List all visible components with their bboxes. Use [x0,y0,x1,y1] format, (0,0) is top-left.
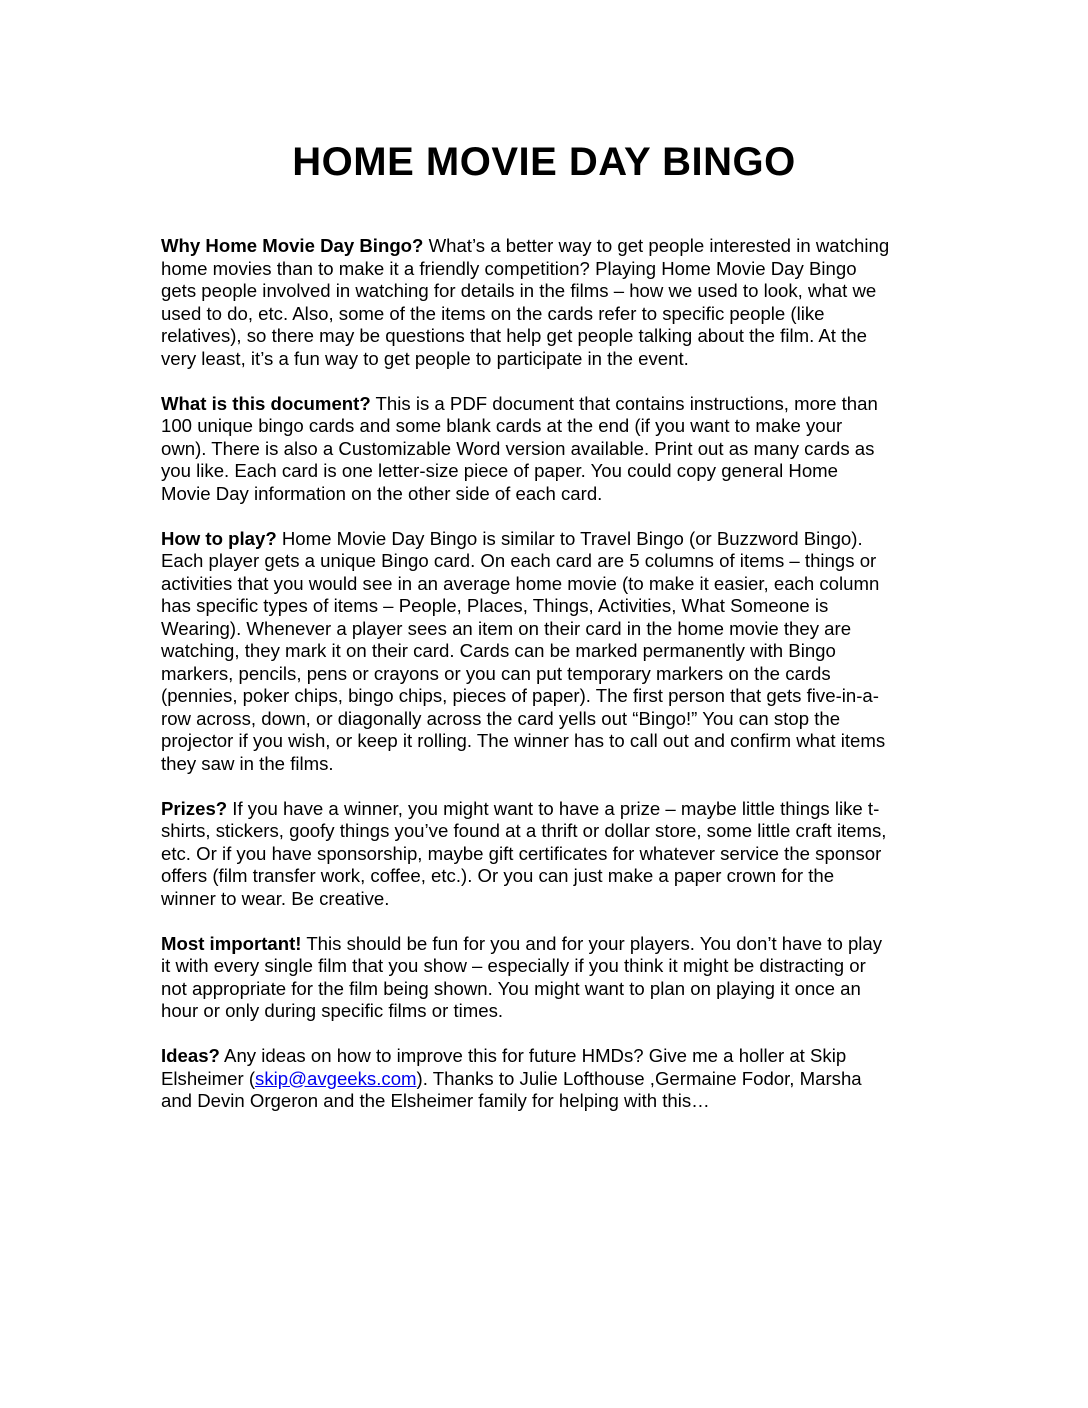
text-line: Wearing). Whenever a player sees an item on their card in the home movie they are [161,617,852,639]
paragraph-most-important [161,933,941,1023]
text-line: watching, they mark it on their card. Cards can be marked permanently with Bingo [161,640,836,661]
paragraph-what [161,393,941,506]
paragraph-prizes [161,798,941,911]
text-line: activities that you would see in an average home movie (to make it easier, each column [161,572,880,594]
text-line: etc. Or if you have sponsorship, maybe gift certificates for whatever service the sponsor [161,842,882,864]
text-line: 100 unique bingo cards and some blank cards at the end (if you want to make your [161,415,843,436]
text-line: Each player gets a unique Bingo card. On each card are 5 columns of items – things or [161,550,877,571]
text-line: shirts, stickers, goofy things you’ve found at a thrift or dollar store, some little craft items, [161,820,887,841]
text-line: Home Movie Day Bingo is similar to Travel Bingo (or Buzzword Bingo). [276,527,863,549]
text-line: offers (film transfer work, coffee, etc.). Or you can just make a paper crown for the [161,865,835,886]
paragraph-lead: Most important! [161,932,302,954]
document-title: HOME MOVIE DAY BINGO [292,140,796,184]
text-line: projector if you wish, or keep it rolling. The winner has to call out and confirm what items [161,730,886,751]
text-line: you like. Each card is one letter-size piece of paper. You could copy general Home [161,460,839,481]
text-line: row across, down, or diagonally across the card yells out “Bingo!” You can stop the [161,707,841,729]
text-line: home movies than to make it a friendly competition? Playing Home Movie Day Bingo [161,257,857,279]
text-line: winner to wear. Be creative. [161,887,390,909]
text-line: What’s a better way to get people interested in watching [423,235,890,256]
text-line: has specific types of items – People, Places, Things, Activities, What Someone is [161,595,829,616]
text-line: If you have a winner, you might want to have a prize – maybe little things like t- [227,797,880,819]
paragraph-how-to-play [161,528,941,776]
paragraph-lead: What is this document? [161,392,371,414]
text-line: they saw in the films. [161,752,334,774]
text-line: used to do, etc. Also, some of the items on the cards refer to specific people (like [161,302,825,324]
text-line: (pennies, poker chips, bingo chips, pieces of paper). The first person that gets five-in-a- [161,685,879,706]
document-body [161,235,941,1135]
text-line: gets people involved in watching for details in the films – how we used to look, what we [161,280,877,301]
text-segment: ). Thanks to Julie Lofthouse ,Germaine Fodor, Marsha [416,1067,862,1089]
paragraph-why [161,235,941,370]
paragraph-lead: Ideas? [161,1045,220,1066]
text-line: own). There is also a Customizable Word version available. Print out as many cards as [161,437,875,459]
email-link[interactable]: skip@avgeeks.com [255,1067,417,1089]
paragraph-lead: Prizes? [161,797,228,819]
text-line: it with every single film that you show – especially if you think it might be distracting or [161,955,866,976]
text-line: Movie Day information on the other side of each card. [161,482,603,504]
paragraph-lead: How to play? [161,527,277,549]
text-line: This should be fun for you and for your players. You don’t have to play [301,932,883,954]
text-line: markers, pencils, pens or crayons or you can put temporary markers on the cards [161,662,831,684]
text-line: not appropriate for the film being shown. You might want to plan on playing it once an [161,977,861,999]
text-segment: Elsheimer ( [161,1067,256,1089]
text-line: Any ideas on how to improve this for future HMDs? Give me a holler at Skip [219,1045,847,1066]
text-line: This is a PDF document that contains instructions, more than [370,392,878,414]
text-line: hour or only during specific films or times. [161,1000,504,1021]
text-line: relatives), so there may be questions that help get people talking about the film. At the [161,325,867,346]
paragraph-ideas [161,1045,941,1113]
paragraph-lead: Why Home Movie Day Bingo? [161,235,424,256]
text-line: very least, it’s a fun way to get people to participate in the event. [161,347,689,369]
text-line: and Devin Orgeron and the Elsheimer family for helping with this… [161,1090,710,1111]
